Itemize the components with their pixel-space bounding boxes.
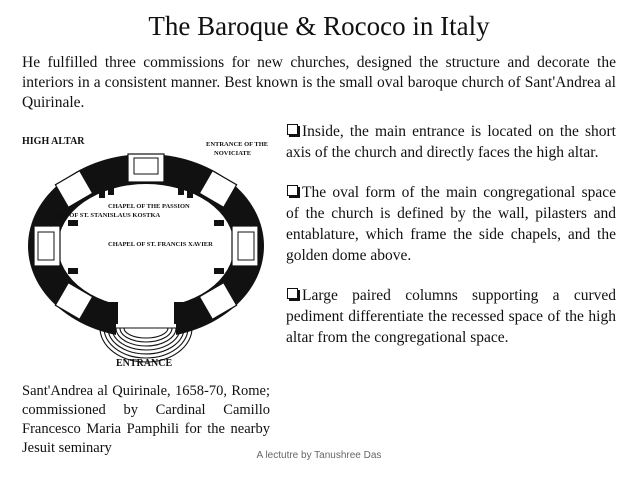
footer-credit: A lectutre by Tanushree Das xyxy=(256,450,382,461)
bullet-text: The oval form of the main congregational space of the church is defined by the wall, pilasters and entablature, which frame the side chapels, and the golden dome above. xyxy=(286,184,616,264)
label-altar-stanislaus: ALTAR OF ST. STANISLAUS KOSTKA xyxy=(46,212,161,219)
label-entrance-novitiate-line2: NOVICIATE xyxy=(214,150,252,157)
label-chapel-xavier: CHAPEL OF ST. FRANCIS XAVIER xyxy=(108,241,213,248)
bullet-text: Inside, the main entrance is located on the short axis of the church and directly faces the high altar. xyxy=(286,123,616,161)
label-entrance: ENTRANCE xyxy=(116,358,173,369)
plan-caption: Sant'Andrea al Quirinale, 1658-70, Rome; commissioned by Cardinal Camillo Francesco Maria Pamphili for the nearby Jesuit seminary xyxy=(22,383,270,456)
bullet-item xyxy=(286,121,616,163)
label-chapel-passion: CHAPEL OF THE PASSION xyxy=(108,203,190,210)
floor-plan xyxy=(16,128,276,376)
checkbox-bullet-icon xyxy=(287,288,298,299)
slide-title: The Baroque & Rococo in Italy xyxy=(148,11,490,41)
checkbox-bullet-icon xyxy=(287,185,298,196)
intro-paragraph: He fulfilled three commissions for new churches, designed the structure and decorate the interiors in a consistent manner. Best known is the small oval baroque church of Sant'Andrea al Quirinale. xyxy=(22,54,616,111)
bullet-item xyxy=(286,285,616,348)
checkbox-bullet-icon xyxy=(287,124,298,135)
bullet-item xyxy=(286,182,616,266)
bullet-text: Large paired columns supporting a curved pediment differentiate the recessed space of the high altar from the congregational space. xyxy=(286,287,616,346)
label-high-altar: HIGH ALTAR xyxy=(22,136,85,147)
label-entrance-novitiate-line1: ENTRANCE OF THE xyxy=(206,141,269,148)
bullet-list xyxy=(286,121,616,367)
